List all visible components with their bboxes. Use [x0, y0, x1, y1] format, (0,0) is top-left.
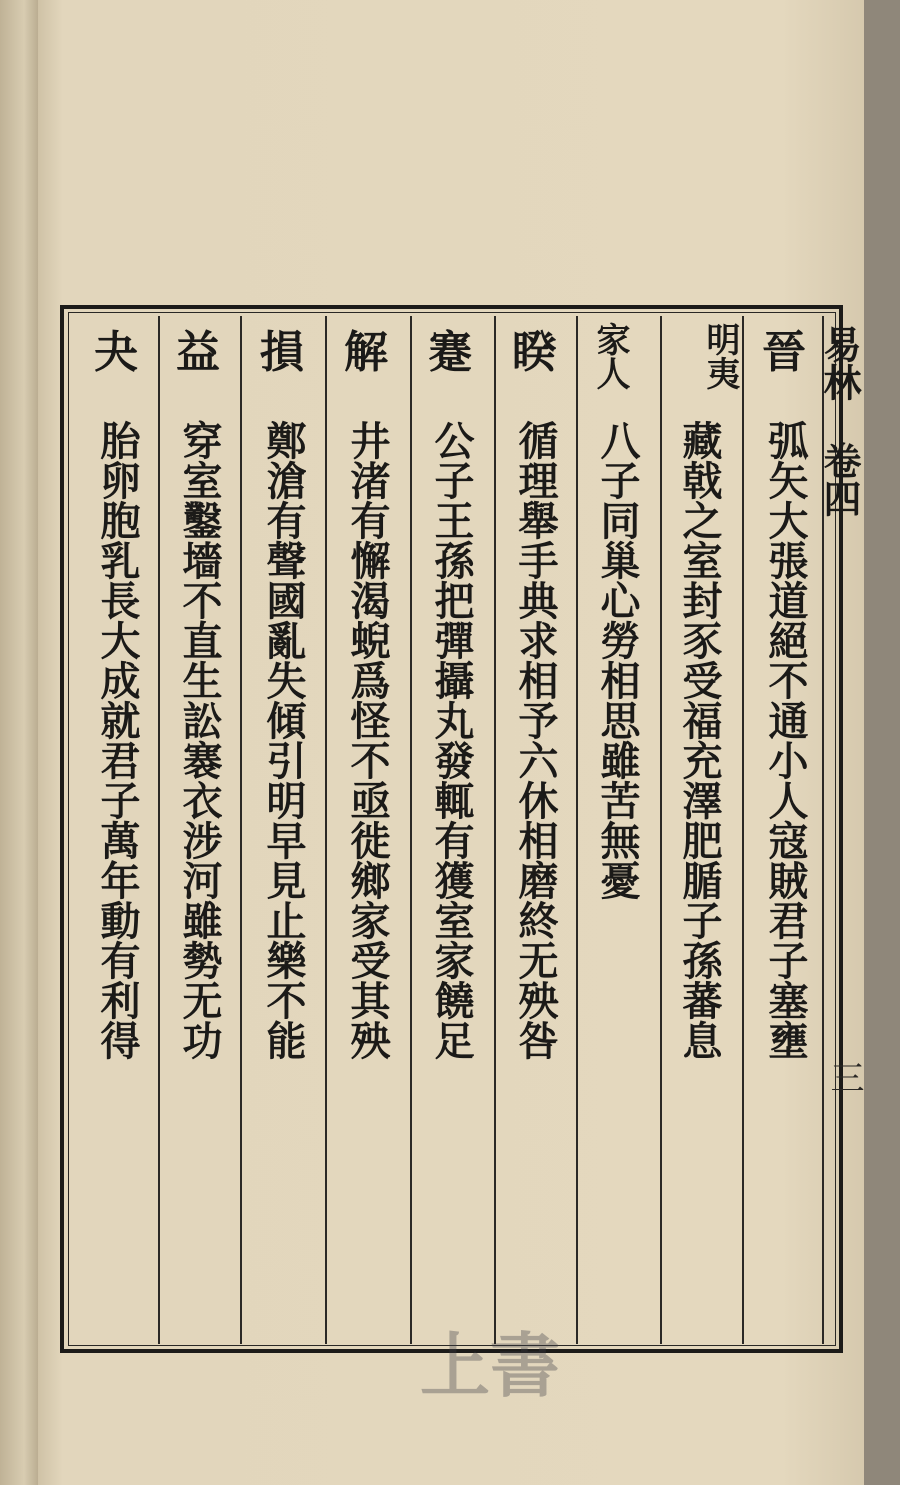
- verse-text: 胎卵胞乳長大成就君子萬年動有利得: [94, 420, 141, 1060]
- folio-number: 三: [824, 1060, 864, 1094]
- verse-text: 井渚有懈渴蜺爲怪不亟徙鄉家受其殃: [344, 420, 391, 1060]
- hexagram-name: 夬: [94, 327, 138, 378]
- column-rule: [494, 316, 496, 1344]
- column-rule: [660, 316, 662, 1344]
- verse-text: 八子同巢心勞相思雖苦無憂: [594, 420, 641, 900]
- verse-text: 穿室鑿墻不直生訟褰衣涉河雖勢无功: [176, 420, 223, 1060]
- column-rule: [410, 316, 412, 1344]
- left-page-gutter: [0, 0, 40, 1485]
- hexagram-name: 損: [260, 327, 304, 378]
- verse-text: 藏戟之室封豕受福充澤肥腯子孫蕃息: [676, 420, 723, 1060]
- column-rule: [240, 316, 242, 1344]
- column-rule: [576, 316, 578, 1344]
- verse-text: 弧矢大張道絕不通小人寇賊君子塞壅: [762, 420, 809, 1060]
- column-rule: [742, 316, 744, 1344]
- hexagram-name: 家人: [590, 322, 630, 390]
- stamp-mark: 上書: [420, 1324, 560, 1407]
- hexagram-name: 蹇: [428, 327, 472, 378]
- hexagram-name: 益: [176, 327, 220, 378]
- column-rule: [325, 316, 327, 1344]
- verse-text: 循理舉手典求相予六休相磨終无殃咎: [512, 420, 559, 1060]
- hexagram-name: 睽: [512, 327, 556, 378]
- verse-text: 公子王孫把彈攝丸發輒有獲室家饒足: [428, 420, 475, 1060]
- hexagram-name: 明夷: [700, 322, 740, 390]
- scan-edge: [864, 0, 900, 1485]
- hexagram-name: 晉: [762, 327, 806, 378]
- hexagram-name: 解: [344, 327, 388, 378]
- verse-text: 鄭滄有聲國亂失傾引明早見止樂不能: [260, 420, 307, 1060]
- column-rule: [158, 316, 160, 1344]
- book-title: 易林卷四: [817, 325, 862, 517]
